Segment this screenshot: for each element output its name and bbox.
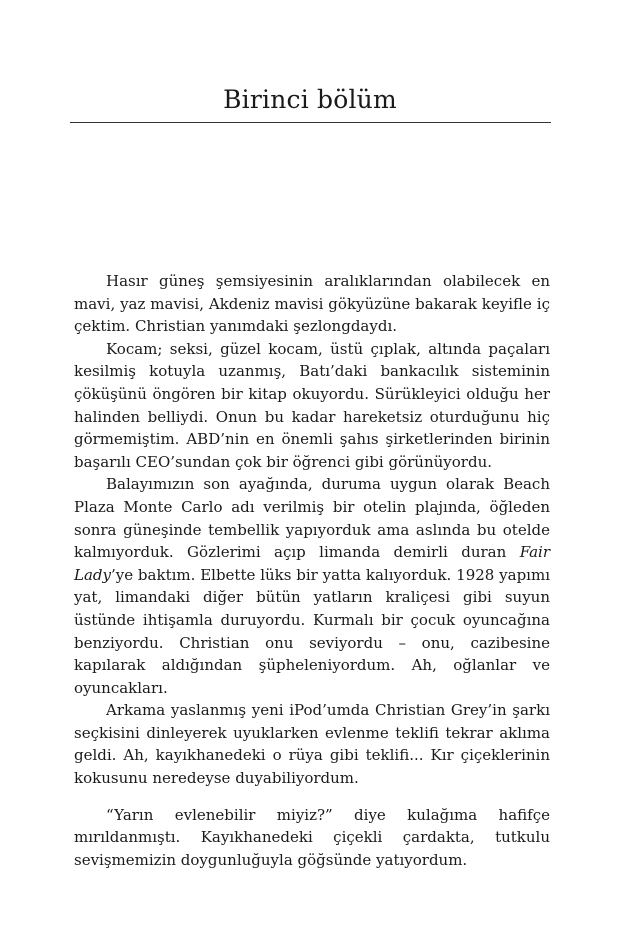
- body-text: [74, 270, 550, 871]
- title-divider: [70, 122, 551, 123]
- paragraph-1: Hasır güneş şemsiyesinin aralıklarından olabilecek en mavi, yaz mavisi, Akdeniz mavisi gökyüzüne bakarak keyifle iç çektim. Christian yanımdaki şezlongdaydı.: [74, 272, 550, 336]
- paragraph-3: [74, 473, 550, 699]
- yacht-name: Fair Lady: [74, 543, 550, 584]
- paragraph-2: Kocam; seksi, güzel kocam, üstü çıplak, altında paçaları kesilmiş kotuyla uzanmış, Batı’daki bankacılık sisteminin çöküşünü öngören bir kitap okuyordu. Sürükleyici olduğu her halinden belliydi. Onun bu kadar hareketsiz oturduğunu hiç görmemiştim. ABD’nin en önemli şahıs şirketlerinden birinin başarılı CEO’sundan çok bir öğrenci gibi görünüyordu.: [74, 339, 550, 471]
- paragraph-5: “Yarın evlenebilir miyiz?” diye kulağıma hafifçe mırıldanmıştı. Kayıkhanedeki çiçekli çardakta, tutkulu sevişmemizin doygunluğuyla göğsünde yatıyordum.: [74, 805, 550, 869]
- paragraph-3-part-1: Balayımızın son ayağında, duruma uygun olarak Beach Plaza Monte Carlo adı verilmiş bir otelin plajında, öğleden sonra güneşinde tembellik yapıyorduk ama aslında bu otelde kalmıyorduk. Gözlerimi açıp limanda demirli duran: [74, 475, 550, 562]
- paragraph-3-part-2: ’ye baktım. Elbette lüks bir yatta kalıyorduk. 1928 yapımı yat, limandaki diğer bütün yatların kraliçesi gibi suyun üstünde ihtişamla duruyordu. Kurmalı bir çocuk oyuncağına benziyordu. Christian onu seviyordu – onu, cazibesine kapılarak aldığından şüpheleniyordum. Ah, oğlanlar ve oyuncakları.: [74, 565, 550, 697]
- paragraph-4: Arkama yaslanmış yeni iPod’umda Christian Grey’in şarkı seçkisini dinleyerek uyuklarken evlenme teklifi tekrar aklıma geldi. Ah, kayıkhanedeki o rüya gibi teklifi... Kır çiçeklerinin kokusunu neredeyse duyabiliyordum.: [74, 701, 550, 788]
- chapter-title: Birinci bölüm: [223, 85, 397, 114]
